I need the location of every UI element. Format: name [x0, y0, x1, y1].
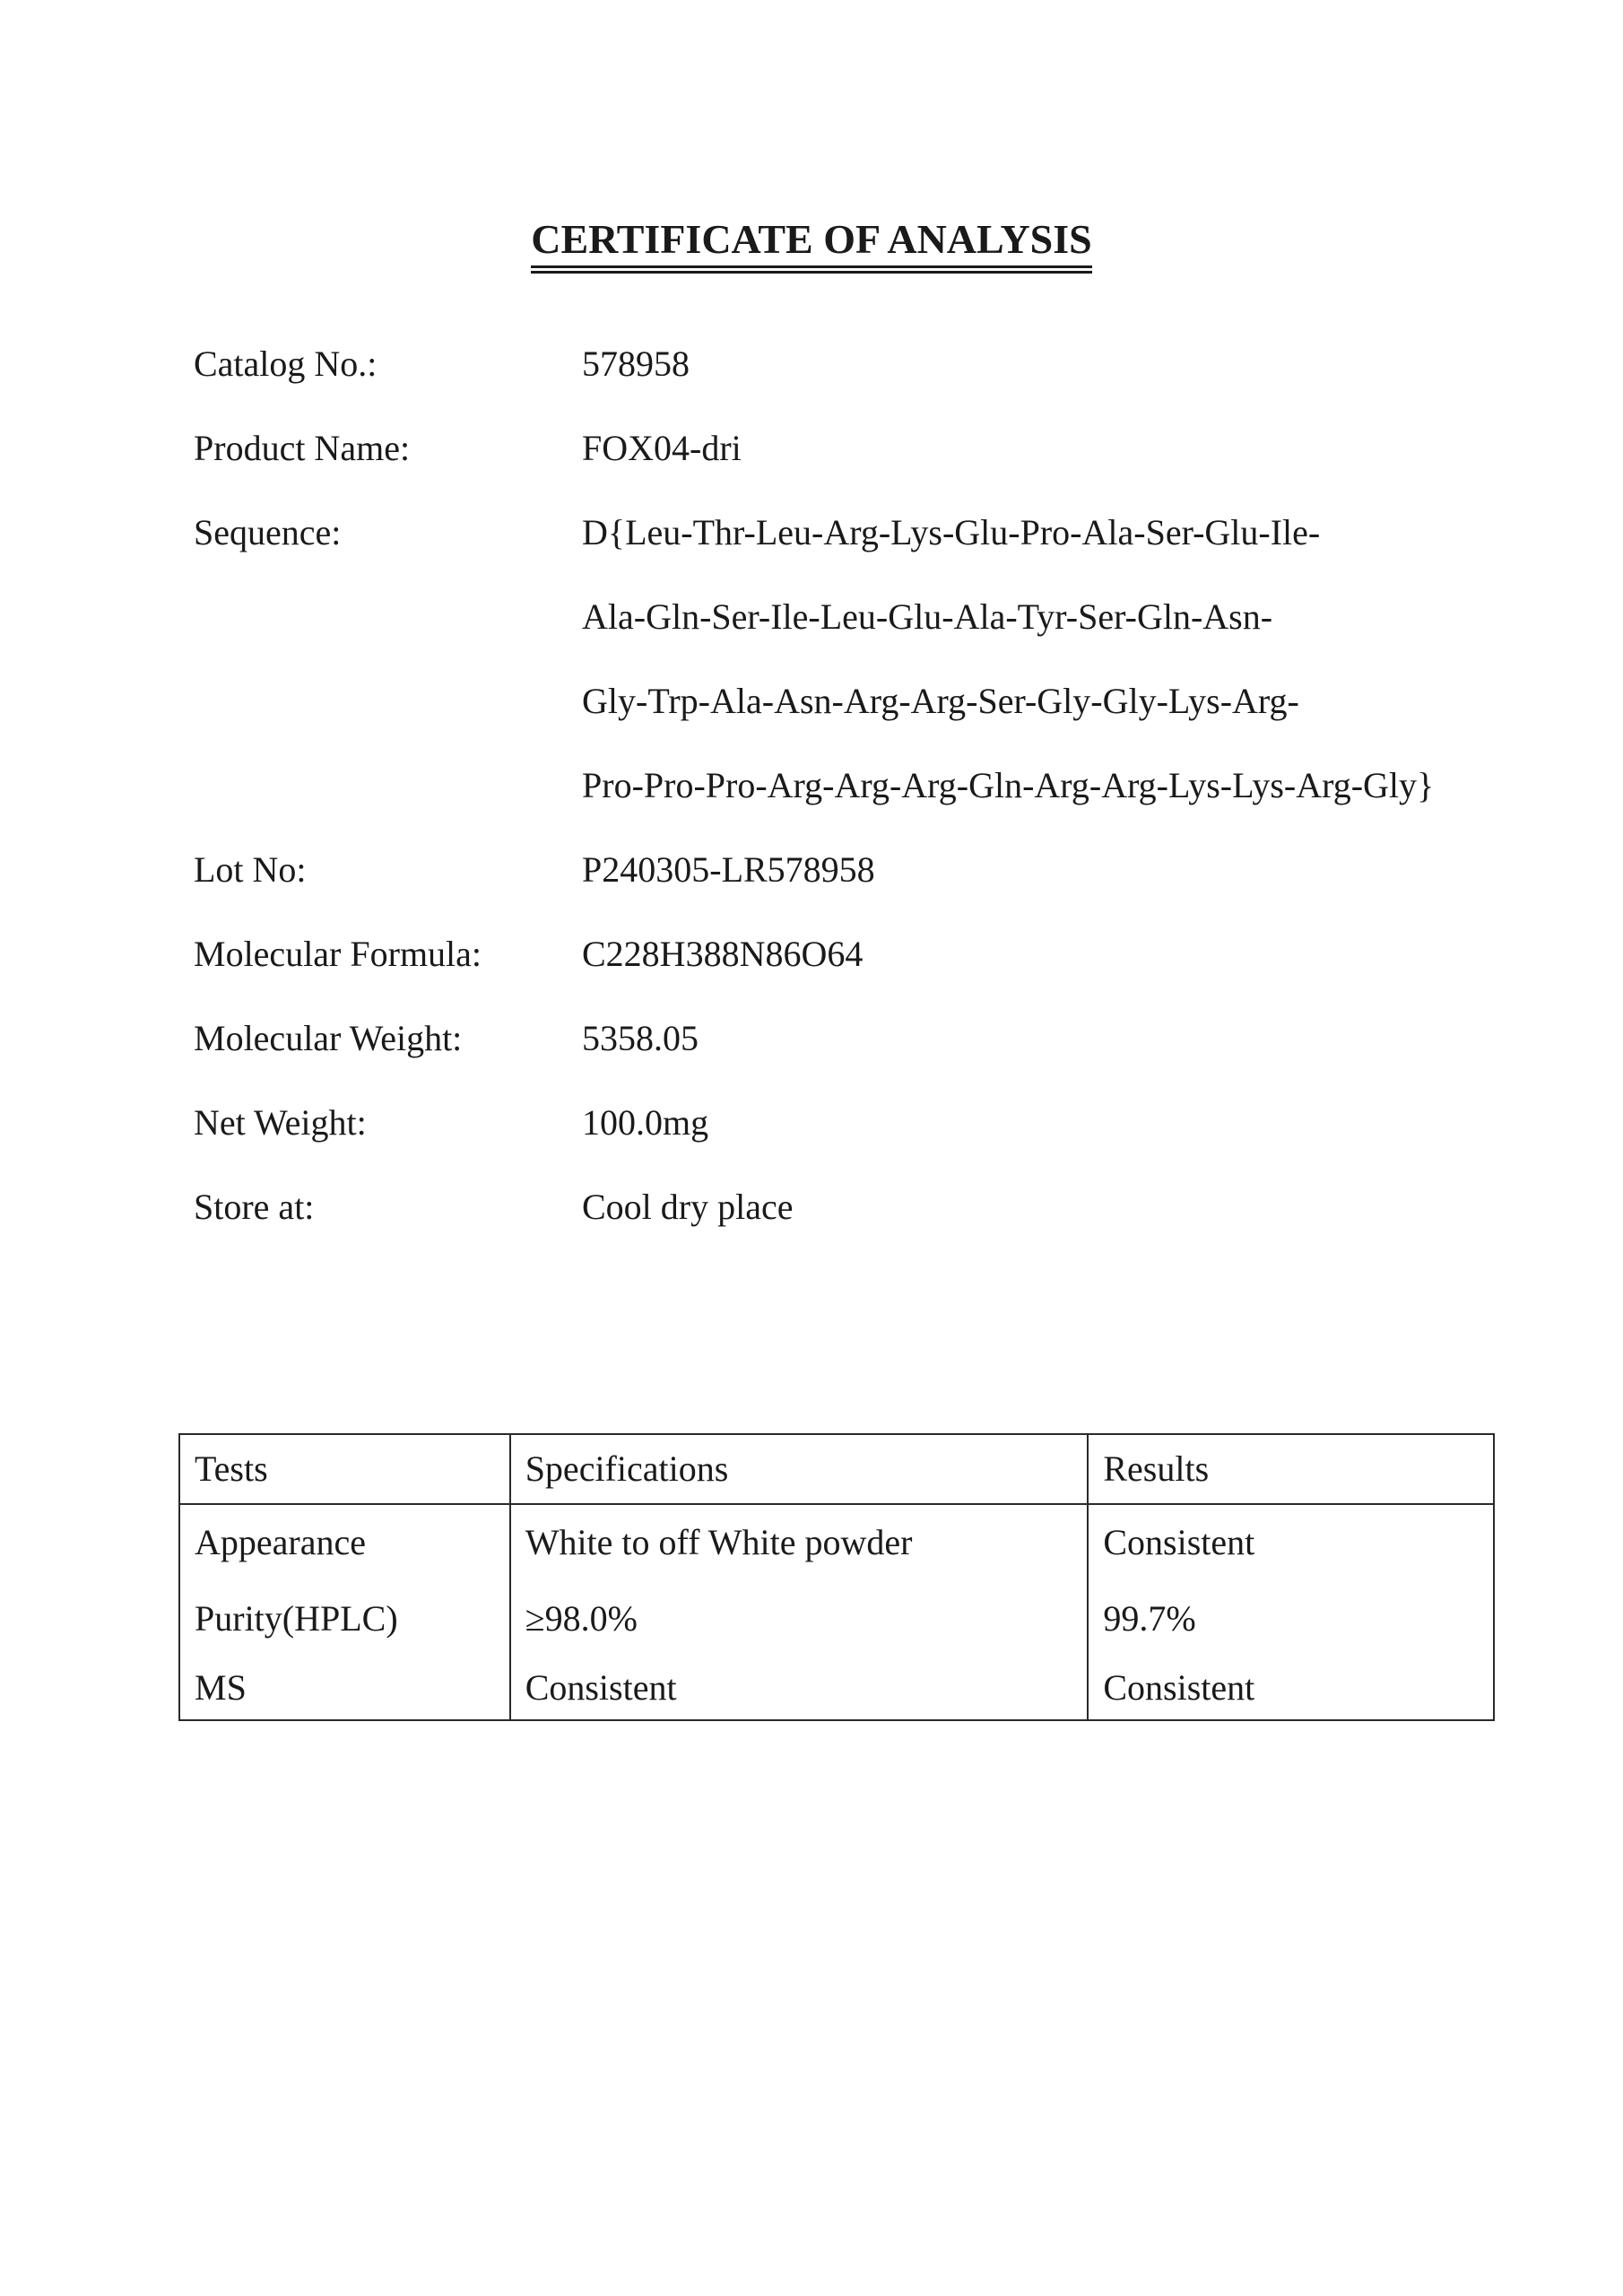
product-name-label: Product Name: — [194, 428, 411, 468]
molecular-formula-label: Molecular Formula: — [194, 934, 482, 974]
test-name-cell: Purity(HPLC) — [179, 1580, 510, 1657]
sequence-line: Pro-Pro-Pro-Arg-Arg-Arg-Gln-Arg-Arg-Lys-Lys-Arg-Gly} — [582, 765, 1435, 805]
molecular-weight-label: Molecular Weight: — [194, 1018, 463, 1058]
tests-table — [178, 1433, 1495, 1721]
header-specifications: Specifications — [510, 1434, 1089, 1504]
specification-cell: White to off White powder — [510, 1504, 1089, 1580]
catalog-label: Catalog No.: — [194, 344, 378, 384]
document-title: CERTIFICATE OF ANALYSIS — [531, 215, 1092, 268]
header-tests: Tests — [179, 1434, 510, 1504]
table-row — [179, 1657, 1494, 1720]
specification-cell: ≥98.0% — [510, 1580, 1089, 1657]
product-name-value: FOX04-dri — [582, 428, 742, 468]
sequence-label: Sequence: — [194, 512, 342, 552]
sequence-line: D{Leu-Thr-Leu-Arg-Lys-Glu-Pro-Ala-Ser-Glu-Ile- — [582, 512, 1321, 552]
table-header-row — [179, 1434, 1494, 1504]
title-block — [0, 215, 1623, 268]
store-label: Store at: — [194, 1187, 315, 1227]
sequence-line: Gly-Trp-Ala-Asn-Arg-Arg-Ser-Gly-Gly-Lys-Arg- — [582, 681, 1299, 721]
specification-cell: Consistent — [510, 1657, 1089, 1720]
store-value: Cool dry place — [582, 1187, 794, 1227]
molecular-weight-value: 5358.05 — [582, 1018, 699, 1058]
test-name-cell: Appearance — [179, 1504, 510, 1580]
test-name-cell: MS — [179, 1657, 510, 1720]
table-row — [179, 1504, 1494, 1580]
header-results: Results — [1088, 1434, 1494, 1504]
catalog-value: 578958 — [582, 344, 690, 384]
lot-value: P240305-LR578958 — [582, 849, 875, 890]
result-cell: Consistent — [1088, 1657, 1494, 1720]
lot-label: Lot No: — [194, 849, 307, 890]
net-weight-label: Net Weight: — [194, 1102, 367, 1143]
molecular-formula-value: C228H388N86O64 — [582, 934, 864, 974]
result-cell: Consistent — [1088, 1504, 1494, 1580]
result-cell: 99.7% — [1088, 1580, 1494, 1657]
sequence-line: Ala-Gln-Ser-Ile-Leu-Glu-Ala-Tyr-Ser-Gln-Asn- — [582, 596, 1273, 637]
table-row — [179, 1580, 1494, 1657]
net-weight-value: 100.0mg — [582, 1102, 709, 1143]
